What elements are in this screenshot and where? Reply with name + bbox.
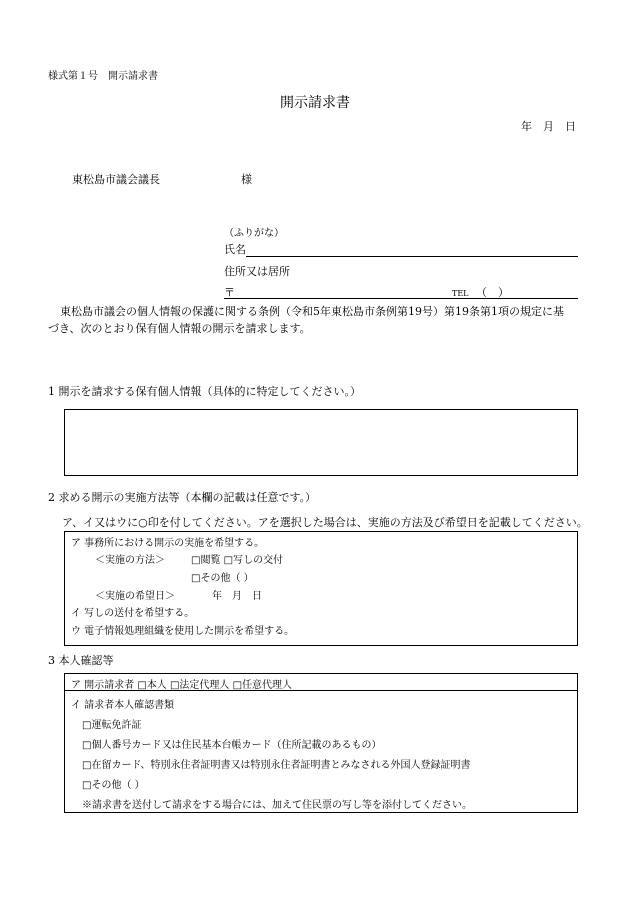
section3-heading: 3 本人確認等 [48,654,114,667]
mailing-note: ※請求書を送付して請求をする場合には、加えて住民票の写し等を添付してください。 [82,800,472,811]
doc-drivers-license[interactable]: □運転免許証 [82,720,142,731]
requested-info-box[interactable] [64,409,578,476]
requester-type[interactable]: ア 開示請求者 □本人 □法定代理人 □任意代理人 [71,680,293,691]
name-field[interactable] [246,256,578,257]
section1-heading: 1 開示を請求する保有個人情報（具体的に特定してください。） [48,385,361,398]
section2-heading: 2 求める開示の実施方法等（本欄の記載は任意です。） [48,491,317,504]
tel-label: TEL [452,289,469,298]
intro-line-1: 東松島市議会の個人情報の保護に関する条例（令和5年東松島市条例第19号）第19条第1項の規定に基 [60,305,564,318]
date-field[interactable]: 年 月 日 [521,120,576,133]
method-options[interactable]: □閲覧 □写しの交付 [191,555,284,566]
addressee-honorific: 様 [241,173,252,186]
preferred-date[interactable]: 年 月 日 [212,591,262,602]
page-title: 開示請求書 [280,95,350,111]
doc-other[interactable]: □その他（ ） [82,780,145,791]
doc-mynumber-card[interactable]: □個人番号カード又は住民基本台帳カード（住所記載のあるもの） [82,740,382,751]
tel-parens: （ ） [476,286,509,299]
id-docs-label: イ 請求者本人確認書類 [71,700,175,711]
option-a[interactable]: ア 事務所における開示の実施を希望する。 [71,538,265,549]
option-u[interactable]: ウ 電子情報処理組織を使用した開示を希望する。 [71,626,295,637]
doc-residence-card[interactable]: □在留カード、特別永住者証明書又は特別永住者証明書とみなされる外国人登録証明書 [82,760,471,771]
option-i[interactable]: イ 写しの送付を希望する。 [71,608,195,619]
address-field[interactable] [224,298,578,299]
address-label: 住所又は居所 [224,265,290,278]
date-label: ＜実施の希望日＞ [95,591,175,602]
furigana-label: （ふりがな） [224,228,284,239]
addressee-name: 東松島市議会議長 [72,173,160,186]
method-other[interactable]: □その他（ ） [191,573,254,584]
method-label: ＜実施の方法＞ [95,555,165,566]
postal-mark: 〒 [224,286,235,299]
section2-instruction: ア、イ又はウに○印を付してください。アを選択した場合は、実施の方法及び希望日を記載してください。 [62,516,588,529]
name-label: 氏名 [224,243,246,256]
intro-line-2: づき、次のとおり保有個人情報の開示を請求します。 [48,322,311,335]
form-number: 様式第１号 開示請求書 [48,71,158,82]
